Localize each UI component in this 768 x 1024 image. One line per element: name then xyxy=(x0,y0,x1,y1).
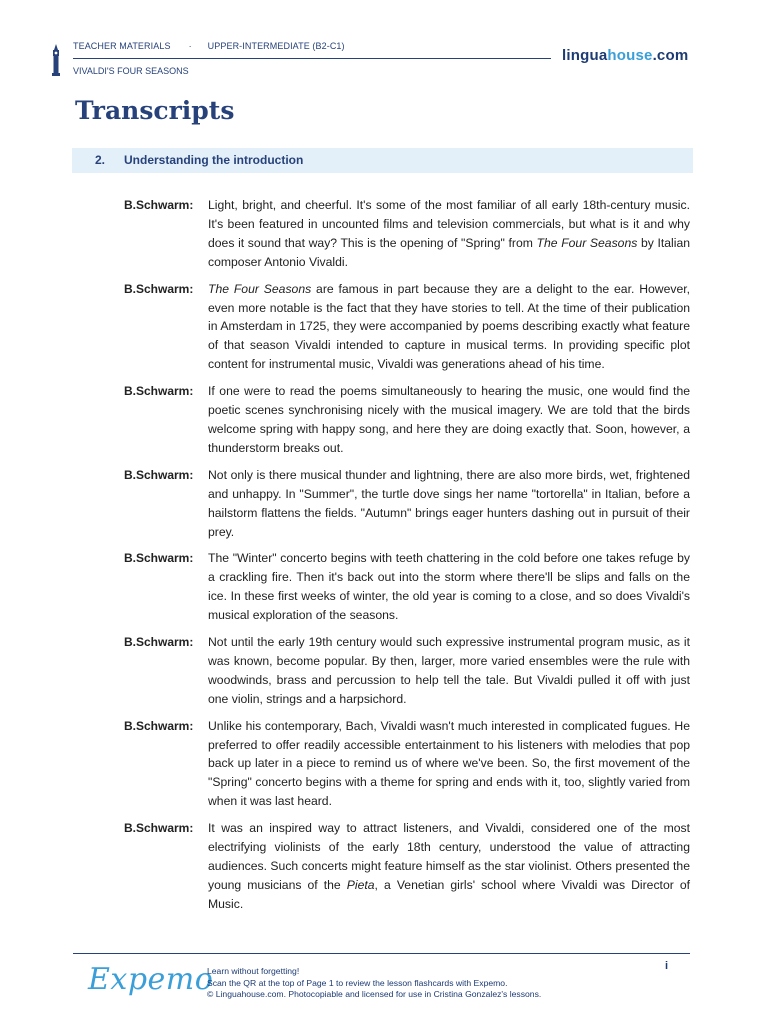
footer-tagline: Learn without forgetting! xyxy=(207,966,300,976)
linguahouse-logo: linguahouse.com xyxy=(562,47,689,64)
speaker-label: B.Schwarm: xyxy=(124,467,194,482)
footer-rule xyxy=(73,953,690,954)
transcript-entry xyxy=(124,717,690,812)
transcript-text xyxy=(208,382,690,458)
tower-icon xyxy=(50,44,62,76)
transcript-list xyxy=(124,196,690,922)
italic-title-text: The Four Seasons xyxy=(208,281,312,296)
transcript-text xyxy=(208,633,690,709)
lesson-title-label: VIVALDI'S FOUR SEASONS xyxy=(73,66,189,76)
page-header xyxy=(0,0,768,90)
section-number: 2. xyxy=(95,153,106,167)
header-rule xyxy=(73,58,551,59)
text-span: If one were to read the poems simultaneously to hearing the music, one would find the poetic scenes synchronising nicely with the musical imagery. We are told that the birds welcome spring with happy song, and here they are doing exactly that. Soon, however, a thunderstorm breaks out. xyxy=(208,384,690,455)
text-span: It was an inspired way to attract listeners, and Vivaldi, considered one of the most electrifying violinists of the early 18th century, understood the value of attracting audiences. Such concerts might feature himself as the star violinist. Others presented the young musicians of the xyxy=(208,821,690,892)
speaker-label: B.Schwarm: xyxy=(124,635,194,650)
text-span: The "Winter" concerto begins with teeth chattering in the cold before one takes refuge by a crackling fire. Then it's back out into the storm where there'll be slips and falls on the ice. In these first weeks of winter, the old year is coming to a close, and so does Vivaldi's musical exploration of the seasons. xyxy=(208,551,690,623)
footer-copyright: © Linguahouse.com. Photocopiable and licensed for use in Cristina Gonzalez's lessons. xyxy=(207,989,542,999)
speaker-label: B.Schwarm: xyxy=(124,281,194,296)
level-label: UPPER-INTERMEDIATE (B2-C1) xyxy=(207,41,345,51)
transcript-entry xyxy=(124,196,690,272)
text-span: Not until the early 19th century would such expressive instrumental program music, as it was known, become popular. By then, larger, more varied ensembles were the rule with woodwinds, brass and percussion to help tell the tale. But Vivaldi pulled it off with just one violin, strings and a harpsichord. xyxy=(208,635,690,706)
speaker-label: B.Schwarm: xyxy=(124,551,194,566)
text-span: by Italian composer Antonio Vivaldi. xyxy=(208,235,691,269)
transcript-text xyxy=(208,466,690,542)
teacher-materials-label: TEACHER MATERIALS xyxy=(73,41,171,51)
transcript-text xyxy=(208,717,690,812)
speaker-label: B.Schwarm: xyxy=(124,198,194,212)
transcript-text xyxy=(208,819,690,914)
header-separator: · xyxy=(188,41,192,51)
text-span: Not only is there musical thunder and lightning, there are also more birds, wet, frightened and unhappy. In "Summer", the turtle dove sings her name "tortorella" in Italian, before a hailstorm flattens the fields. "Autumn" brings eager hunters dashing out in pursuit of their prey. xyxy=(208,467,690,539)
transcript-entry xyxy=(124,466,690,542)
text-span: Light, bright, and cheerful. It's some of the most familiar of all early 18th-century music. It's been featured in uncounted films and television commercials, but what is it and why does it sound that way? This is the opening of "Spring" from xyxy=(208,198,690,250)
header-meta xyxy=(73,41,345,51)
text-span: Unlike his contemporary, Bach, Vivaldi wasn't much interested in complicated fugues. He preferred to offer readily accessible entertainment to his listeners with melodies that pop back up later in a piece to remind us of where we've been. So, the first movement of the "Spring" concerto begins with a theme for spring and ends with it, too, slightly varied from when it was last heard. xyxy=(208,718,690,809)
transcript-text xyxy=(208,196,690,272)
italic-title-text: Pieta xyxy=(346,877,375,892)
footer-qr-instruction: Scan the QR at the top of Page 1 to review the lesson flashcards with Expemo. xyxy=(207,977,508,988)
transcript-text xyxy=(208,280,690,375)
transcript-entry xyxy=(124,633,690,709)
page-title: Transcripts xyxy=(75,96,235,125)
transcript-entry xyxy=(124,549,690,625)
section-title: Understanding the introduction xyxy=(124,153,304,167)
speaker-label: B.Schwarm: xyxy=(124,718,194,733)
speaker-label: B.Schwarm: xyxy=(124,384,194,399)
expemo-logo: Expemo xyxy=(88,962,214,997)
text-span: , a Venetian girls' school where Vivaldi was Director of Music. xyxy=(208,877,691,911)
text-span: are famous in part because they are a delight to the ear. However, even more notable is the fact that they have stories to tell. At the time of their publication in Amsterdam in 1725, they were accompanied by poems describing exactly what feature of that season Vivaldi intended to capture in musical terms. In providing specific plot content for instrumental music, Vivaldi was generations ahead of his time. xyxy=(208,281,691,372)
speaker-label: B.Schwarm: xyxy=(124,821,194,836)
footer-notice xyxy=(207,966,541,1001)
page-number: i xyxy=(665,960,669,972)
transcript-entry xyxy=(124,382,690,458)
transcript-text xyxy=(208,549,690,625)
transcript-entry xyxy=(124,280,690,375)
transcript-entry xyxy=(124,819,690,914)
italic-title-text: The Four Seasons xyxy=(536,235,638,250)
